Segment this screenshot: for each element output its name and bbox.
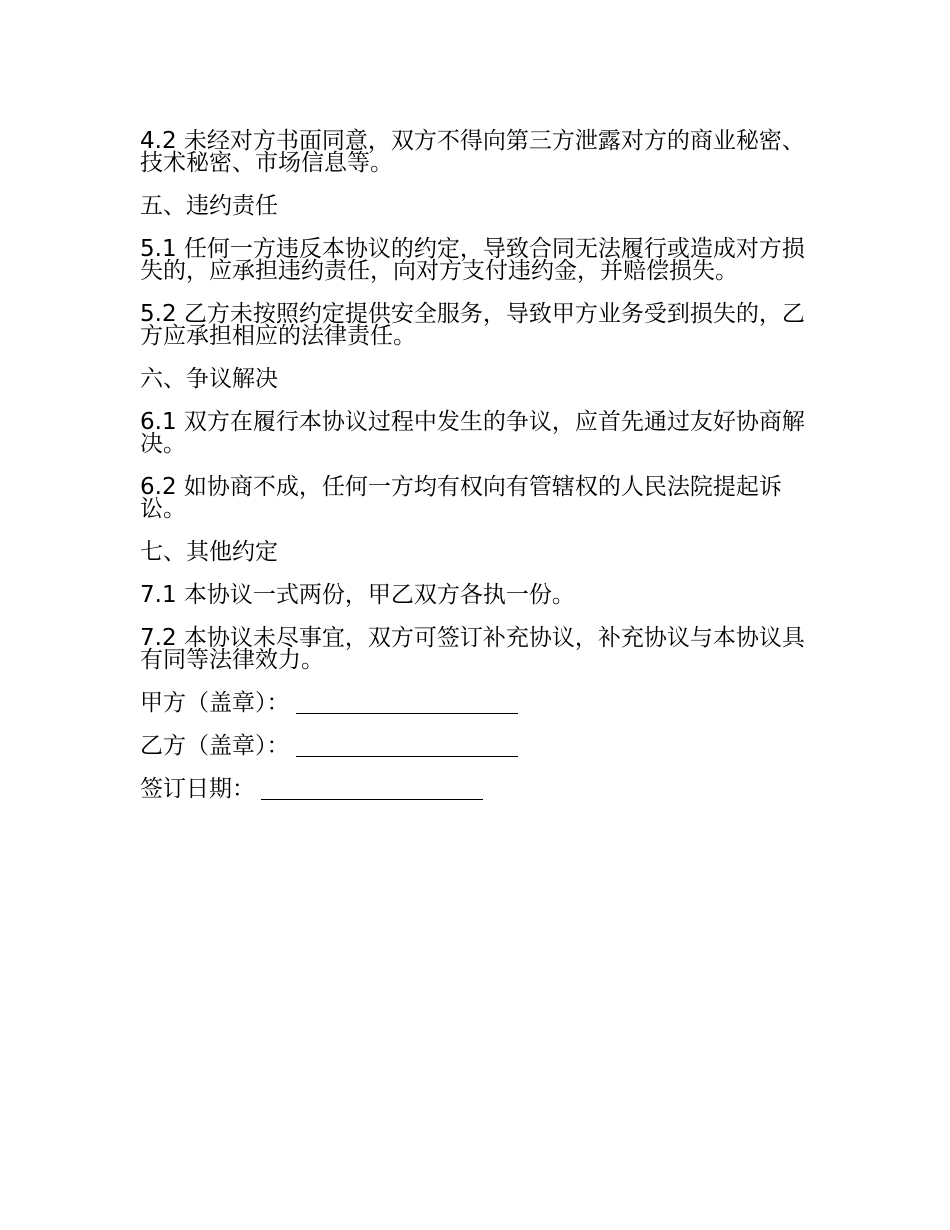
signing-date-label: 签订日期： <box>140 776 255 802</box>
clause-6-2: 6.2 如协商不成，任何一方均有权向有管辖权的人民法院提起诉讼。 <box>140 474 782 522</box>
party-b-signature-row <box>140 735 810 757</box>
signing-date-row <box>140 778 810 800</box>
party-b-signature-line <box>296 736 518 757</box>
section-heading-7: 七、其他约定 <box>140 539 278 565</box>
party-a-signature-line <box>296 693 518 714</box>
section-heading-5: 五、违约责任 <box>140 193 278 219</box>
party-b-label: 乙方（盖章）： <box>140 733 290 759</box>
signing-date-line <box>261 779 483 800</box>
clause-5-1: 5.1 任何一方违反本协议的约定，导致合同无法履行或造成对方损失的，应承担违约责任，向对方支付违约金，并赔偿损失。 <box>140 236 805 284</box>
clause-7-2: 7.2 本协议未尽事宜，双方可签订补充协议，补充协议与本协议具有同等法律效力。 <box>140 625 805 673</box>
section-heading-6: 六、争议解决 <box>140 366 278 392</box>
party-a-signature-row <box>140 692 810 714</box>
clause-4-2: 4.2 未经对方书面同意，双方不得向第三方泄露对方的商业秘密、技术秘密、市场信息等。 <box>140 128 805 176</box>
clause-5-2: 5.2 乙方未按照约定提供安全服务，导致甲方业务受到损失的，乙方应承担相应的法律责任。 <box>140 301 805 349</box>
party-a-label: 甲方（盖章）： <box>140 690 290 716</box>
document-page <box>140 130 810 821</box>
clause-6-1: 6.1 双方在履行本协议过程中发生的争议，应首先通过友好协商解决。 <box>140 409 805 457</box>
clause-7-1: 7.1 本协议一式两份，甲乙双方各执一份。 <box>140 582 575 608</box>
